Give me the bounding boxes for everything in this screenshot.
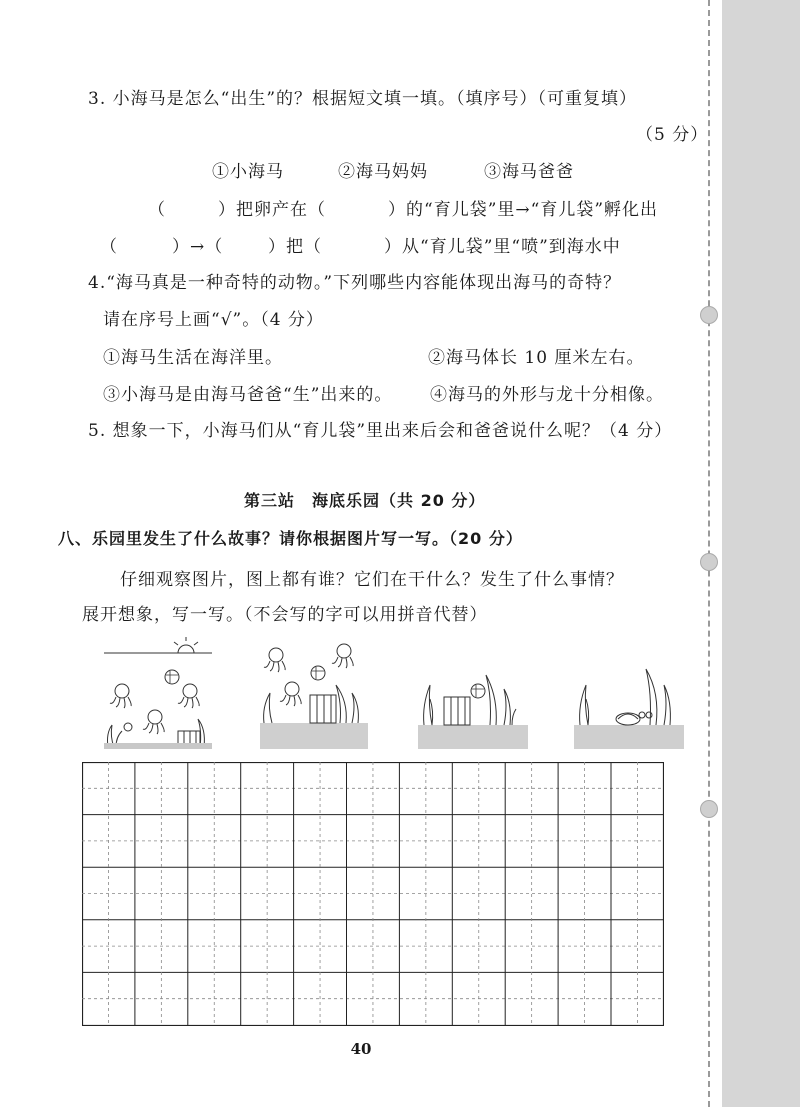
octopus-icon [332,644,353,668]
q4-title: 4.“海马真是一种奇特的动物。”下列哪些内容能体现出海马的奇特？ [88,273,622,293]
octopus-icon [264,648,285,672]
story-pictures [100,635,700,750]
story-panel-1 [104,637,212,749]
q8-title: 八、乐园里发生了什么故事？请你根据图片写一写。（20 分） [58,529,523,548]
binding-hole-icon [700,306,718,324]
q3-option-2: ②海马妈妈 [338,162,428,182]
binding-hole-icon [700,800,718,818]
q4-option-4[interactable]: ④海马的外形与龙十分相像。 [430,385,664,405]
octopus-icon [280,682,301,706]
q3-line-1: ）把卵产在（ [218,200,326,220]
q3-option-1: ①小海马 [212,162,284,182]
q3-blank-2-open: （ [100,237,118,257]
station-title: 第三站 海底乐园（共 20 分） [244,491,486,510]
q8-line-2: 展开想象，写一写。（不会写的字可以用拼音代替） [82,605,488,625]
story-panel-4 [574,669,684,749]
q3-option-3: ③海马爸爸 [484,162,574,182]
octopus-icon [110,684,131,708]
q3-line-2c: ）从“育儿袋”里“喷”到海水中 [384,237,621,257]
q3-blank-1-open: （ [148,200,166,220]
q3-score: （5 分） [636,125,709,145]
q4-option-3[interactable]: ③小海马是由海马爸爸“生”出来的。 [103,385,393,405]
binding-hole-icon [700,553,718,571]
q3-line-2b: ）把（ [268,237,322,257]
story-panel-2 [260,644,368,749]
page-number: 40 [350,1040,372,1058]
q3-line-1-end: ）的“育儿袋”里→“育儿袋”孵化出 [388,200,659,220]
q5-title: 5. 想象一下，小海马们从“育儿袋”里出来后会和爸爸说什么呢？（4 分） [88,421,673,441]
q8-line-1: 仔细观察图片，图上都有谁？它们在干什么？发生了什么事情？ [120,570,624,590]
q4-option-2[interactable]: ②海马体长 10 厘米左右。 [428,348,645,368]
octopus-icon [178,684,199,708]
q3-title: 3. 小海马是怎么“出生”的？根据短文填一填。（填序号）（可重复填） [88,89,638,109]
story-panel-3 [418,675,528,749]
octopus-icon [143,710,164,734]
q4-instruction: 请在序号上画“√”。（4 分） [103,310,324,330]
q4-option-1[interactable]: ①海马生活在海洋里。 [103,348,283,368]
writing-grid[interactable] [82,762,664,1026]
q3-line-2a: ）→（ [172,237,224,257]
binding-margin [722,0,800,1107]
